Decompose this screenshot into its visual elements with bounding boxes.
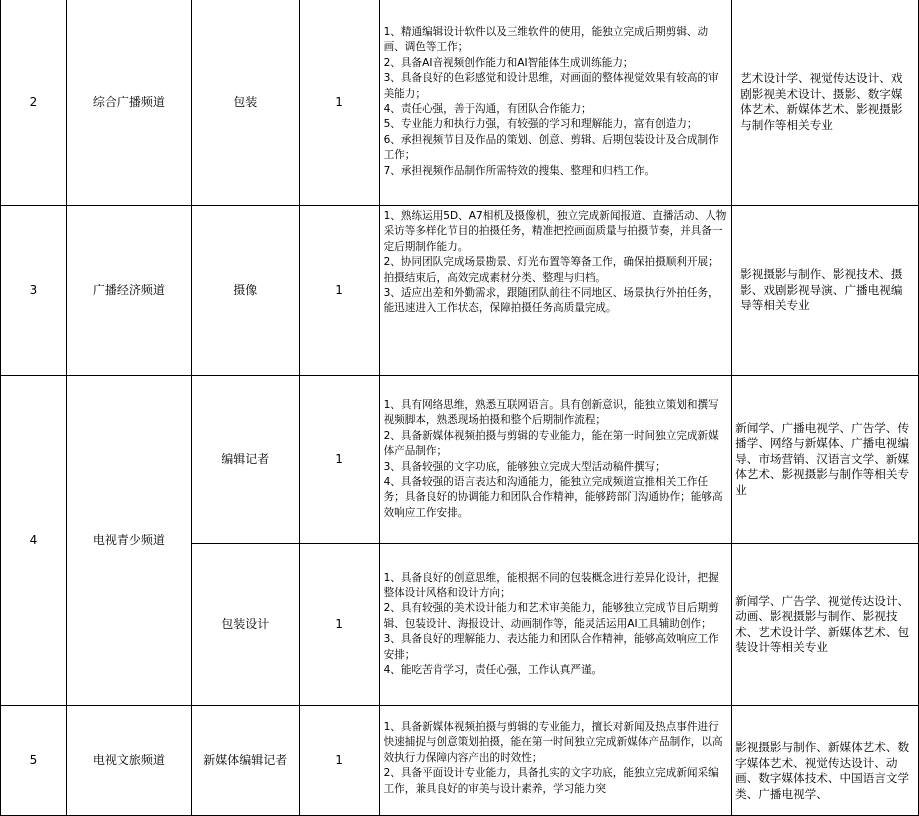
row-number: 2 — [1, 0, 67, 206]
position-name: 摄像 — [191, 206, 299, 376]
channel-name: 综合广播频道 — [66, 0, 191, 206]
requirement-item: 1、具有网络思维，熟悉互联网语言。具有创新意识，能独立策划和撰写视频脚本，熟悉现场拍摄和整个后期制作流程； — [383, 398, 719, 427]
headcount: 1 — [299, 544, 379, 706]
requirement-item: 2、具备新媒体视频拍摄与剪辑的专业能力，能在第一时间独立完成新媒体产品制作； — [383, 429, 719, 458]
majors-cell: 艺术设计学、视觉传达设计、戏剧影视美术设计、摄影、数字媒体艺术、新媒体艺术、影视摄影与制作等相关专业 — [732, 0, 919, 206]
requirement-item: 3、具备良好的理解能力、表达能力和团队合作精神，能够高效响应工作安排； — [383, 633, 719, 661]
requirement-item: 3、具备良好的色彩感觉和设计思维，对画面的整体视觉效果有较高的审美能力； — [383, 72, 719, 100]
row-number: 5 — [1, 706, 67, 816]
requirement-item: 4、能吃苦肯学习，责任心强，工作认真严谨。 — [383, 664, 603, 677]
majors-cell: 新闻学、广播电视学、广告学、传播学、网络与新媒体、广播电视编导、市场营销、汉语言文学、新媒体艺术、影视摄影与制作等相关专业 — [732, 376, 919, 544]
majors-cell: 影视摄影与制作、影视技术、摄影、戏剧影视导演、广播电视编导等相关专业 — [732, 206, 919, 376]
requirements-cell — [379, 544, 732, 706]
position-name: 新媒体编辑记者 — [191, 706, 299, 816]
headcount: 1 — [299, 376, 379, 544]
requirement-item: 2、具有较强的美术设计能力和艺术审美能力，能够独立完成节目后期剪辑、包装设计、海报设计、动画制作等，能灵活运用AI工具辅助创作； — [383, 602, 719, 630]
requirement-item: 3、具备较强的文字功底，能够独立完成大型活动稿件撰写； — [383, 460, 666, 473]
requirement-item: 1、精通编辑设计软件以及三维软件的使用，能独立完成后期剪辑、动画、调色等工作； — [383, 25, 709, 54]
table-row — [1, 706, 919, 816]
table-row — [1, 0, 919, 206]
position-name: 包装 — [191, 0, 299, 206]
table-row — [1, 206, 919, 376]
majors-cell: 新闻学、广告学、视觉传达设计、动画、影视摄影与制作、影视技术、艺术设计学、新媒体艺术、包装设计等相关专业 — [732, 544, 919, 706]
requirement-item: 2、协同团队完成场景勘景、灯光布置等筹备工作，确保拍摄顺利开展；拍摄结束后，高效完成素材分类、整理与归档。 — [383, 256, 719, 284]
requirement-item: 2、具备AI音视频创作能力和AI智能体生成训练能力； — [383, 56, 634, 69]
channel-name: 广播经济频道 — [66, 206, 191, 376]
position-name: 编辑记者 — [191, 376, 299, 544]
channel-name: 电视文旅频道 — [66, 706, 191, 816]
requirement-item: 7、承担视频作品制作所需特效的搜集、整理和归档工作。 — [383, 164, 656, 177]
headcount: 1 — [299, 206, 379, 376]
channel-name: 电视青少频道 — [66, 376, 191, 706]
requirement-item: 2、具备平面设计专业能力，具备扎实的文字功底，能独立完成新闻采编工作，兼具良好的审美与设计素养，学习能力突 — [383, 767, 719, 795]
requirement-item: 4、具备较强的语言表达和沟通能力，能独立完成频道宣推相关工作任务；具备良好的协调能力和团队合作精神，能够跨部门沟通协作；能够高效响应工作安排。 — [383, 475, 723, 519]
headcount: 1 — [299, 706, 379, 816]
table-row — [1, 376, 919, 544]
requirements-cell — [379, 376, 732, 544]
headcount: 1 — [299, 0, 379, 206]
row-number: 3 — [1, 206, 67, 376]
requirement-item: 1、熟练运用5D、A7相机及摄像机，独立完成新闻报道、直播活动、人物采访等多样化节目的拍摄任务，精准把控画面质量与拍摄节奏，并具备一定后期制作能力。 — [383, 210, 727, 253]
requirement-item: 1、具备良好的创意思维，能根据不同的包装概念进行差异化设计，把握整体设计风格和设计方向； — [383, 571, 719, 599]
requirements-cell — [379, 0, 732, 206]
majors-cell: 影视摄影与制作、新媒体艺术、数字媒体艺术、视觉传达设计、动画、数字媒体技术、中国语言文学类、广播电视学、 — [732, 706, 919, 816]
requirement-item: 1、具备新媒体视频拍摄与剪辑的专业能力，擅长对新闻及热点事件进行快速捕捉与创意策划拍摄，能在第一时间独立完成新媒体产品制作，以高效执行力保障内容产出的时效性； — [383, 721, 723, 764]
requirement-item: 5、专业能力和执行力强，有较强的学习和理解能力，富有创造力； — [383, 118, 698, 131]
requirement-item: 3、适应出差和外勤需求，跟随团队前往不同地区、场景执行外拍任务，能迅速进入工作状态，保障拍摄任务高质量完成。 — [383, 287, 719, 315]
row-number: 4 — [1, 376, 67, 706]
position-name: 包装设计 — [191, 544, 299, 706]
requirements-cell — [379, 706, 732, 816]
requirement-item: 4、责任心强，善于沟通，有团队合作能力； — [383, 103, 592, 115]
requirements-cell — [379, 206, 732, 376]
requirement-item: 6、承担视频节目及作品的策划、创意、剪辑、后期包装设计及合成制作工作； — [383, 133, 719, 162]
